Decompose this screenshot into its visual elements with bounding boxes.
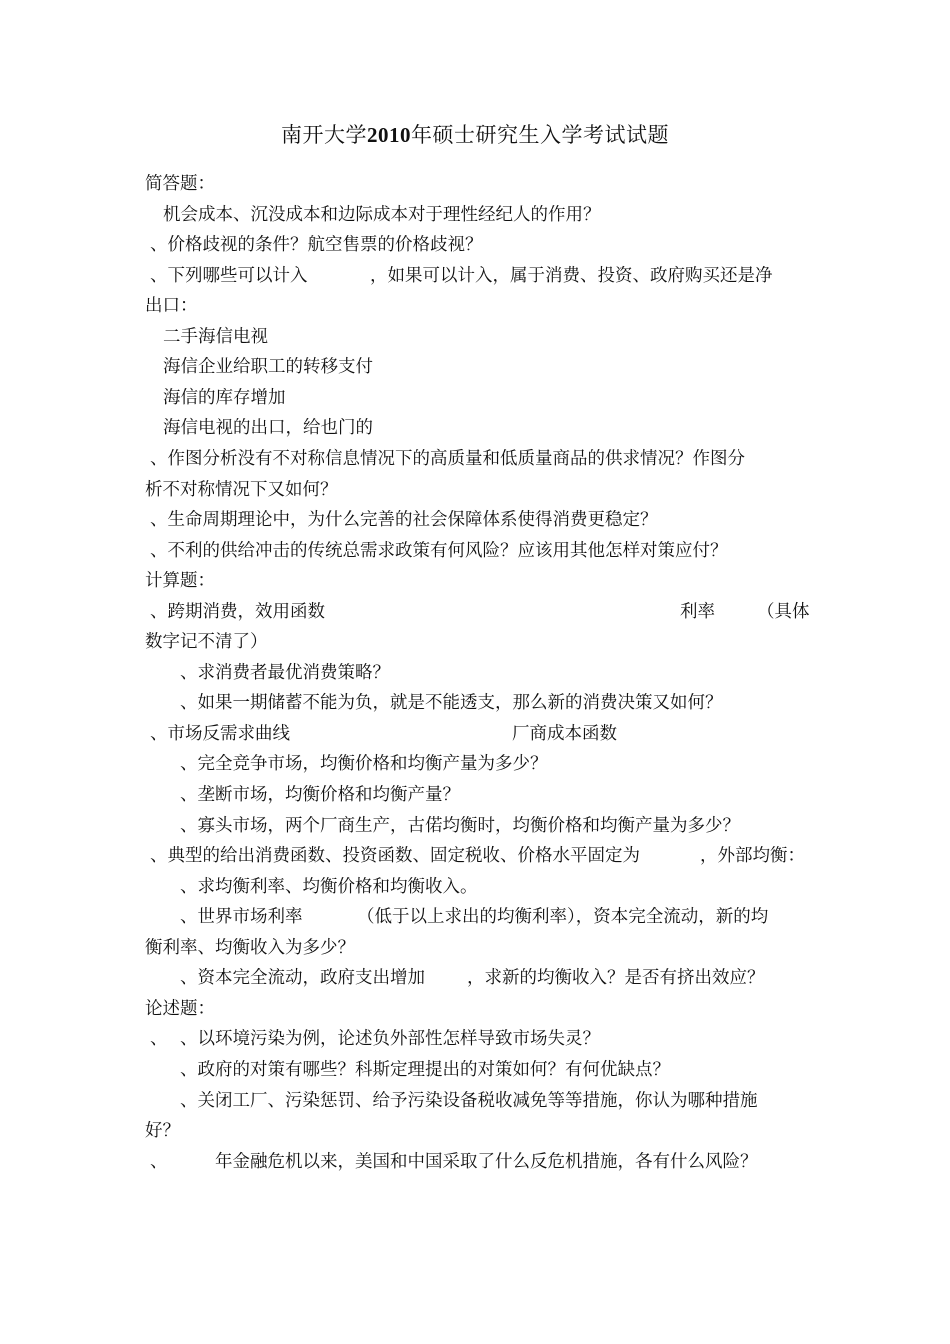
question-line: 、	[150, 1152, 168, 1172]
section-heading-essay: 论述题：	[145, 999, 215, 1019]
question-line: 机会成本、沉没成本和边际成本对于理性经纪人的作用？	[163, 205, 601, 225]
question-line: 数字记不清了）	[145, 632, 268, 652]
sub-question: 、寡头市场，两个厂商生产，古偌均衡时，均衡价格和均衡产量为多少？	[180, 816, 740, 836]
question-line: 、跨期消费，效用函数	[150, 602, 325, 622]
question-line: 、典型的给出消费函数、投资函数、固定税收、价格水平固定为	[150, 846, 640, 866]
question-line: ，如果可以计入，属于消费、投资、政府购买还是净	[370, 266, 773, 286]
list-item: 海信企业给职工的转移支付	[163, 357, 373, 377]
list-item: 二手海信电视	[163, 327, 268, 347]
question-line: 、价格歧视的条件？航空售票的价格歧视？	[150, 235, 483, 255]
list-item: 海信的库存增加	[163, 388, 286, 408]
question-line: 厂商成本函数	[512, 724, 617, 744]
question-line: 、生命周期理论中，为什么完善的社会保障体系使得消费更稳定？	[150, 510, 658, 530]
sub-question: 、政府的对策有哪些？科斯定理提出的对策如何？有何优缺点？	[180, 1060, 670, 1080]
sub-question: ，求新的均衡收入？是否有挤出效应？	[467, 968, 765, 988]
sub-question: 、关闭工厂、污染惩罚、给予污染设备税收减免等等措施，你认为哪种措施	[180, 1091, 758, 1111]
title-prefix: 南开大学	[281, 123, 367, 147]
question-line: 出口：	[145, 296, 198, 316]
sub-question: 、如果一期储蓄不能为负，就是不能透支，那么新的消费决策又如何？	[180, 693, 723, 713]
sub-question: 、完全竞争市场，均衡价格和均衡产量为多少？	[180, 754, 548, 774]
document-title	[0, 120, 950, 150]
title-year: 2010	[367, 123, 411, 147]
section-heading-calculation: 计算题：	[145, 571, 215, 591]
sub-question: 、世界市场利率	[180, 907, 303, 927]
question-line: 利率	[680, 602, 715, 622]
question-line: 、以环境污染为例，论述负外部性怎样导致市场失灵？	[180, 1029, 600, 1049]
question-line: 、市场反需求曲线	[150, 724, 290, 744]
section-heading-short-answer: 简答题：	[145, 174, 215, 194]
question-line: ，外部均衡：	[700, 846, 805, 866]
question-line: 、作图分析没有不对称信息情况下的高质量和低质量商品的供求情况？作图分	[150, 449, 745, 469]
sub-question: 、求均衡利率、均衡价格和均衡收入。	[180, 877, 478, 897]
sub-question: （低于以上求出的均衡利率），资本完全流动，新的均	[357, 907, 769, 927]
title-suffix: 年硕士研究生入学考试试题	[411, 123, 669, 147]
sub-question: 好？	[145, 1121, 180, 1141]
sub-question: 衡利率、均衡收入为多少？	[145, 938, 355, 958]
question-line: 年金融危机以来，美国和中国采取了什么反危机措施，各有什么风险？	[215, 1152, 758, 1172]
list-item: 海信电视的出口，给也门的	[163, 418, 373, 438]
sub-question: 、资本完全流动，政府支出增加	[180, 968, 425, 988]
question-line: 、下列哪些可以计入	[150, 266, 308, 286]
sub-question: 、求消费者最优消费策略？	[180, 663, 390, 683]
sub-question: 、垄断市场，均衡价格和均衡产量？	[180, 785, 460, 805]
question-line: 、不利的供给冲击的传统总需求政策有何风险？应该用其他怎样对策应付？	[150, 541, 728, 561]
question-line: 析不对称情况下又如何？	[145, 480, 338, 500]
question-line: 、	[150, 1029, 168, 1049]
question-line: （具体	[757, 602, 810, 622]
